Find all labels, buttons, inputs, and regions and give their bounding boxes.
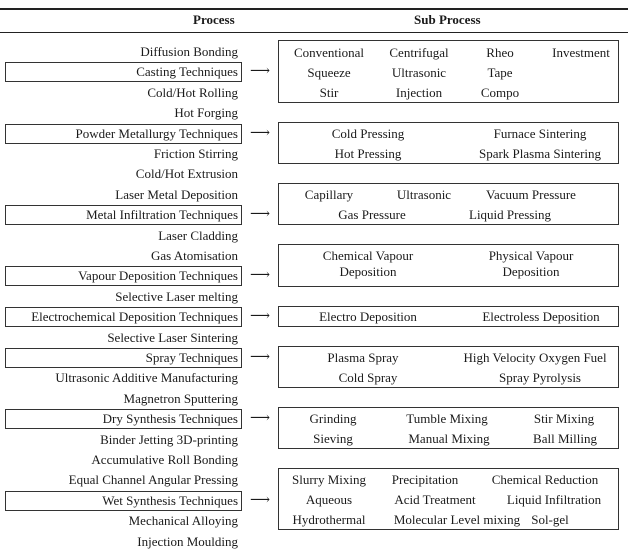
- subprocess-item: Investment: [552, 45, 610, 60]
- process-item: Cold/Hot Extrusion: [135, 166, 238, 181]
- subprocess-item: Furnace Sintering: [493, 126, 587, 141]
- technique-category: Electrochemical Deposition Techniques: [31, 309, 238, 324]
- arrow-icon: ⟶: [250, 268, 271, 283]
- process-item: Binder Jetting 3D-printing: [100, 432, 238, 447]
- subprocess-item: Cold Pressing: [331, 126, 405, 141]
- subprocess-item: Tape: [487, 65, 513, 80]
- arrow-icon: ⟶: [250, 309, 271, 324]
- subprocess-item: Gas Pressure: [338, 207, 406, 222]
- header-rule: [0, 32, 628, 33]
- process-item: Mechanical Alloying: [128, 513, 238, 528]
- subprocess-item: Ultrasonic: [391, 65, 447, 80]
- subprocess-item: Rheo: [486, 45, 514, 60]
- technique-category: Powder Metallurgy Techniques: [75, 126, 238, 141]
- subprocess-item: Electroless Deposition: [482, 309, 600, 324]
- process-item: Cold/Hot Rolling: [147, 85, 238, 100]
- subprocess-item: Grinding: [309, 411, 357, 426]
- process-item: Laser Cladding: [158, 228, 238, 243]
- process-item: Friction Stirring: [153, 146, 238, 161]
- subprocess-item: Acid Treatment: [394, 492, 476, 507]
- technique-category: Metal Infiltration Techniques: [86, 207, 238, 222]
- technique-category: Wet Synthesis Techniques: [102, 493, 238, 508]
- process-item: Selective Laser Sintering: [107, 330, 238, 345]
- arrow-icon: ⟶: [250, 126, 271, 141]
- subprocess-item: Capillary: [304, 187, 354, 202]
- subprocess-box: [278, 244, 619, 287]
- process-item: Laser Metal Deposition: [115, 187, 238, 202]
- process-header: Process: [193, 12, 235, 27]
- subprocess-item: Chemical Vapour Deposition: [322, 248, 414, 279]
- subprocess-item: Precipitation: [391, 472, 459, 487]
- subprocess-item: High Velocity Oxygen Fuel: [463, 350, 607, 365]
- subprocess-item: Compo: [480, 85, 520, 100]
- subprocess-header: Sub Process: [414, 12, 481, 27]
- process-item: Magnetron Sputtering: [123, 391, 238, 406]
- technique-category: Spray Techniques: [145, 350, 238, 365]
- subprocess-item: Spark Plasma Sintering: [478, 146, 602, 161]
- process-item: Ultrasonic Additive Manufacturing: [55, 370, 238, 385]
- subprocess-box: [278, 40, 619, 103]
- subprocess-item: Sol-gel: [531, 512, 569, 527]
- arrow-icon: ⟶: [250, 64, 271, 79]
- subprocess-item: Manual Mixing: [408, 431, 490, 446]
- subprocess-item: Slurry Mixing: [291, 472, 367, 487]
- arrow-icon: ⟶: [250, 493, 271, 508]
- subprocess-item: Liquid Pressing: [469, 207, 551, 222]
- subprocess-item: Cold Spray: [338, 370, 398, 385]
- subprocess-item: Physical Vapour Deposition: [488, 248, 574, 279]
- subprocess-item: Aqueous: [305, 492, 353, 507]
- subprocess-item: Stir Mixing: [533, 411, 595, 426]
- arrow-icon: ⟶: [250, 207, 271, 222]
- technique-category: Vapour Deposition Techniques: [78, 268, 238, 283]
- top-rule: [0, 8, 628, 10]
- subprocess-item: Chemical Reduction: [491, 472, 599, 487]
- subprocess-item: Ball Milling: [533, 431, 597, 446]
- subprocess-item: Molecular Level mixing: [393, 512, 521, 527]
- subprocess-box: [278, 468, 619, 530]
- process-item: Injection Moulding: [137, 534, 238, 549]
- subprocess-item: Hot Pressing: [334, 146, 402, 161]
- process-item: Selective Laser melting: [115, 289, 238, 304]
- subprocess-item: Plasma Spray: [327, 350, 399, 365]
- subprocess-item: Squeeze: [307, 65, 351, 80]
- technique-category: Casting Techniques: [136, 64, 238, 79]
- subprocess-box: [278, 183, 619, 225]
- process-item: Accumulative Roll Bonding: [91, 452, 238, 467]
- subprocess-item: Injection: [395, 85, 443, 100]
- subprocess-box: [278, 306, 619, 327]
- subprocess-item: Spray Pyrolysis: [499, 370, 581, 385]
- arrow-icon: ⟶: [250, 411, 271, 426]
- subprocess-item: Centrifugal: [389, 45, 449, 60]
- technique-category: Dry Synthesis Techniques: [102, 411, 238, 426]
- subprocess-item: Sieving: [313, 431, 353, 446]
- arrow-icon: ⟶: [250, 350, 271, 365]
- subprocess-box: [278, 407, 619, 449]
- subprocess-item: Hydrothermal: [292, 512, 366, 527]
- process-item: Gas Atomisation: [150, 248, 238, 263]
- subprocess-item: Tumble Mixing: [406, 411, 488, 426]
- subprocess-item: Electro Deposition: [319, 309, 417, 324]
- subprocess-box: [278, 346, 619, 388]
- process-item: Diffusion Bonding: [140, 44, 238, 59]
- subprocess-item: Liquid Infiltration: [506, 492, 602, 507]
- subprocess-box: [278, 122, 619, 164]
- subprocess-item: Stir: [319, 85, 339, 100]
- subprocess-item: Vacuum Pressure: [486, 187, 576, 202]
- process-item: Hot Forging: [174, 105, 238, 120]
- subprocess-item: Ultrasonic: [396, 187, 452, 202]
- process-item: Equal Channel Angular Pressing: [68, 472, 238, 487]
- subprocess-item: Conventional: [293, 45, 365, 60]
